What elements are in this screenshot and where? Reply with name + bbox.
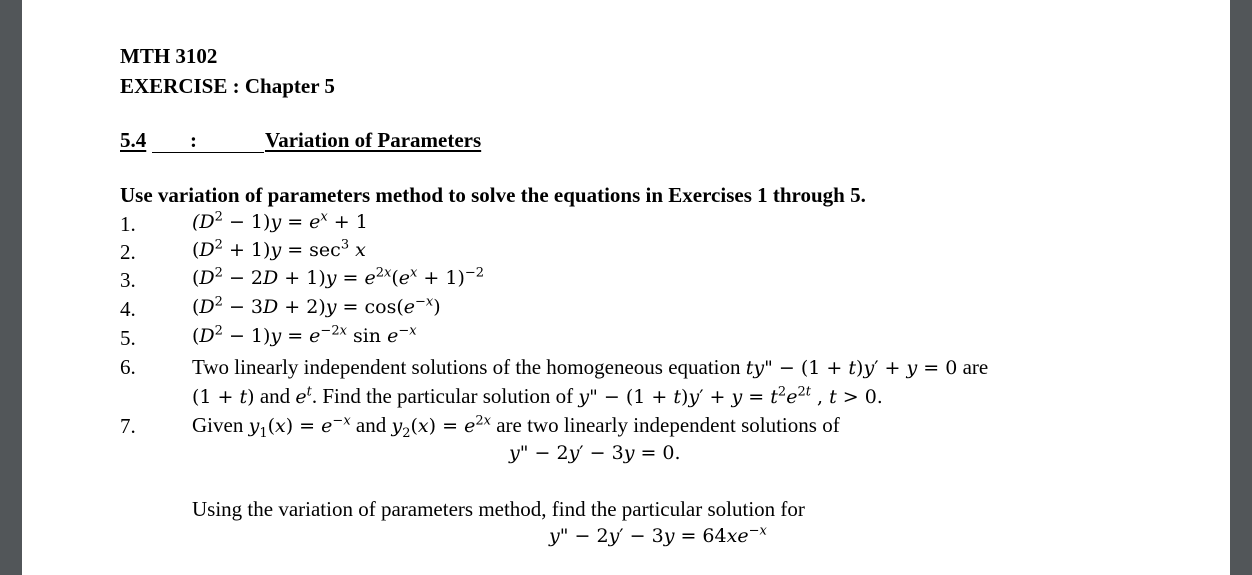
equation-2: $(D^2 + 1)y = \sec^3 x$ [192, 237, 366, 261]
closing-equation: y" − $2y' - 3y = 64xe^{-x}$ [549, 523, 767, 547]
exercise-7-homogeneous-equation: y" − 2y′ − 3y = 0. [509, 442, 681, 464]
exercise-6-text: . Find the particular solution of [311, 384, 574, 408]
course-code: MTH 3102 [120, 44, 218, 68]
equation-1: $(D^2 - 1)y = e^x + 1$ [192, 209, 368, 233]
item-number: 3. [120, 268, 136, 292]
document-page [22, 0, 1230, 575]
exercise-6-line-1: Two linearly independent solutions of the homogeneous equation ty" − (1 + t)y′ + y = 0 are [192, 355, 989, 379]
exercise-heading: EXERCISE : Chapter 5 [120, 74, 335, 98]
exercise-7-line-1: Given $y_1(x) = e^{-x}$ and $y_2(x) = e^{2x}$ are two linearly independent solutions of [192, 413, 840, 441]
section-number: 5.4 [120, 128, 147, 152]
equation-4: $(D^2 - 3D + 2)y = \cos(e^{-x})$ [192, 294, 441, 318]
exercise-6-text: and [259, 384, 291, 408]
exercise-6-text: are [962, 355, 989, 379]
exercise-7-text: Given [192, 413, 244, 437]
equation-3: $(D^2 - 2D + 1)y = e^{2x}(e^x + 1)^{-2}$ [192, 265, 485, 289]
exercise-7-text: are two linearly independent solutions of [496, 413, 840, 437]
item-number: 2. [120, 240, 136, 264]
item-number: 6. [120, 355, 136, 379]
item-number: 5. [120, 326, 136, 350]
heading-underline [152, 152, 264, 153]
item-number: 7. [120, 414, 136, 438]
section-title: Variation of Parameters [265, 128, 482, 152]
exercise-7-text: and [355, 413, 387, 437]
section-colon: : [190, 128, 197, 152]
item-number: 1. [120, 212, 136, 236]
equation-5: $(D^2 - 1)y = e^{-2x}$ $\sin e^{-x}$ [192, 323, 417, 347]
instruction: Use variation of parameters method to solve the equations in Exercises 1 through 5. [120, 183, 866, 207]
exercise-6-line-2: (1 + t) and $e^t$. Find the particular solution of y" − $(1 + t)y' + y = t^2e^{2t}$ , t > 0. [192, 384, 883, 408]
item-number: 4. [120, 297, 136, 321]
exercise-6-text: Two linearly independent solutions of the homogeneous equation [192, 355, 741, 379]
closing-instruction: Using the variation of parameters method, find the particular solution for [192, 497, 805, 521]
